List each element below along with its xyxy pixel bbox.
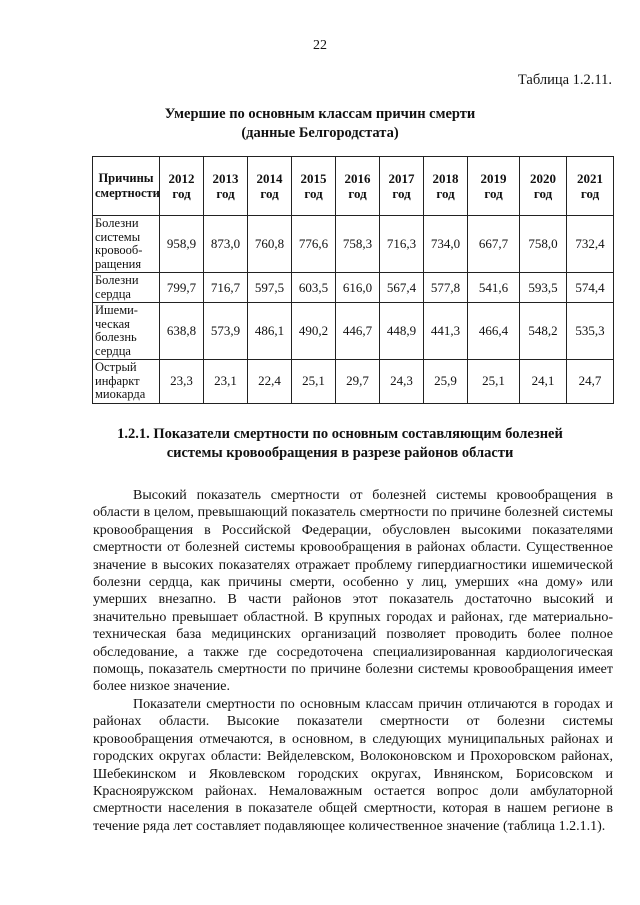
value-cell: 24,3 bbox=[380, 360, 424, 404]
value-cell: 638,8 bbox=[160, 303, 204, 360]
value-cell: 29,7 bbox=[336, 360, 380, 404]
cause-cell: Болезни сердца bbox=[93, 273, 160, 303]
value-cell: 446,7 bbox=[336, 303, 380, 360]
value-cell: 573,9 bbox=[204, 303, 248, 360]
paragraph: Высокий показатель смертности от болезней системы кровообращения в области в целом, превышающий показатель смертности по причине болезней системы кровообращения в Российской Федерации, обусловлен высокими показателями смертности от болезней системы кровообращения в районах области. Существенное значение в высоких показателях отражает проблему гипердиагностики ишемической болезни сердца, как причины смерти, особенно у лиц, умерших «на дому» или умерших внезапно. В части районов этот показатель достаточно высокий и значительно превышает областной. В крупных городах и районах, где материально-техническая база медицинских организаций позволяет проводить более полное обследование, а также где сосредоточена специализированная кардиологическая помощь, показатель смертности по причине болезни системы кровообращения имеет более низкое значение. bbox=[93, 488, 613, 695]
value-cell: 667,7 bbox=[468, 216, 520, 273]
value-cell: 577,8 bbox=[424, 273, 468, 303]
value-cell: 23,3 bbox=[160, 360, 204, 404]
cause-cell: Болезни системы кровооб-ращения bbox=[93, 216, 160, 273]
header-year: 2015 год bbox=[292, 157, 336, 216]
table-row bbox=[93, 303, 614, 360]
section-heading-line2: системы кровообращения в разрезе районов области bbox=[166, 445, 514, 461]
header-year: 2014 год bbox=[248, 157, 292, 216]
section-heading bbox=[70, 425, 610, 463]
value-cell: 25,9 bbox=[424, 360, 468, 404]
cause-cell: Ишеми-ческая болезнь сердца bbox=[93, 303, 160, 360]
value-cell: 441,3 bbox=[424, 303, 468, 360]
header-cause: Причины смертности bbox=[93, 157, 160, 216]
value-cell: 24,7 bbox=[567, 360, 614, 404]
value-cell: 603,5 bbox=[292, 273, 336, 303]
value-cell: 593,5 bbox=[520, 273, 567, 303]
value-cell: 22,4 bbox=[248, 360, 292, 404]
value-cell: 567,4 bbox=[380, 273, 424, 303]
value-cell: 760,8 bbox=[248, 216, 292, 273]
value-cell: 24,1 bbox=[520, 360, 567, 404]
paragraph: Показатели смертности по основным классам причин отличаются в городах и районах области. Высокие показатели смертности от болезни системы кровообращения отмечаются, в основном, в следующих муниципальных районах и городских округах области: Вейделевском, Волоконовском и Прохоровском районах, Шебекинском и Яковлевском городских округах, Ивнянском, Борисовском и Краснояружском районах. Немаловажным остается вопрос доли амбулаторной смертности населения в показателе общей смертности, которая в нашем регионе в течение ряда лет составляет подавляющее количественное значение (таблица 1.2.1.1). bbox=[93, 696, 613, 834]
table-title bbox=[0, 105, 640, 143]
header-year: 2021 год bbox=[567, 157, 614, 216]
section-heading-line1: 1.2.1. Показатели смертности по основным составляющим болезней bbox=[117, 426, 563, 442]
value-cell: 535,3 bbox=[567, 303, 614, 360]
header-year: 2020 год bbox=[520, 157, 567, 216]
value-cell: 734,0 bbox=[424, 216, 468, 273]
value-cell: 616,0 bbox=[336, 273, 380, 303]
table-header-row bbox=[93, 157, 614, 216]
table-title-line2: (данные Белгородстата) bbox=[241, 125, 399, 141]
value-cell: 23,1 bbox=[204, 360, 248, 404]
value-cell: 548,2 bbox=[520, 303, 567, 360]
cause-cell: Острый инфаркт миокарда bbox=[93, 360, 160, 404]
header-year: 2017 год bbox=[380, 157, 424, 216]
value-cell: 716,7 bbox=[204, 273, 248, 303]
value-cell: 490,2 bbox=[292, 303, 336, 360]
value-cell: 597,5 bbox=[248, 273, 292, 303]
mortality-table bbox=[92, 156, 614, 404]
value-cell: 758,3 bbox=[336, 216, 380, 273]
header-year: 2013 год bbox=[204, 157, 248, 216]
value-cell: 448,9 bbox=[380, 303, 424, 360]
value-cell: 541,6 bbox=[468, 273, 520, 303]
header-year: 2012 год bbox=[160, 157, 204, 216]
value-cell: 958,9 bbox=[160, 216, 204, 273]
header-year: 2018 год bbox=[424, 157, 468, 216]
value-cell: 799,7 bbox=[160, 273, 204, 303]
value-cell: 574,4 bbox=[567, 273, 614, 303]
table-row bbox=[93, 273, 614, 303]
table-row bbox=[93, 216, 614, 273]
value-cell: 25,1 bbox=[292, 360, 336, 404]
header-year: 2016 год bbox=[336, 157, 380, 216]
value-cell: 732,4 bbox=[567, 216, 614, 273]
table-label: Таблица 1.2.11. bbox=[517, 72, 612, 88]
table-row bbox=[93, 360, 614, 404]
page-number: 22 bbox=[313, 38, 327, 53]
value-cell: 25,1 bbox=[468, 360, 520, 404]
table-title-line1: Умершие по основным классам причин смерти bbox=[164, 106, 476, 122]
value-cell: 776,6 bbox=[292, 216, 336, 273]
value-cell: 873,0 bbox=[204, 216, 248, 273]
value-cell: 486,1 bbox=[248, 303, 292, 360]
header-year: 2019 год bbox=[468, 157, 520, 216]
value-cell: 466,4 bbox=[468, 303, 520, 360]
body-text bbox=[93, 487, 613, 835]
value-cell: 758,0 bbox=[520, 216, 567, 273]
value-cell: 716,3 bbox=[380, 216, 424, 273]
